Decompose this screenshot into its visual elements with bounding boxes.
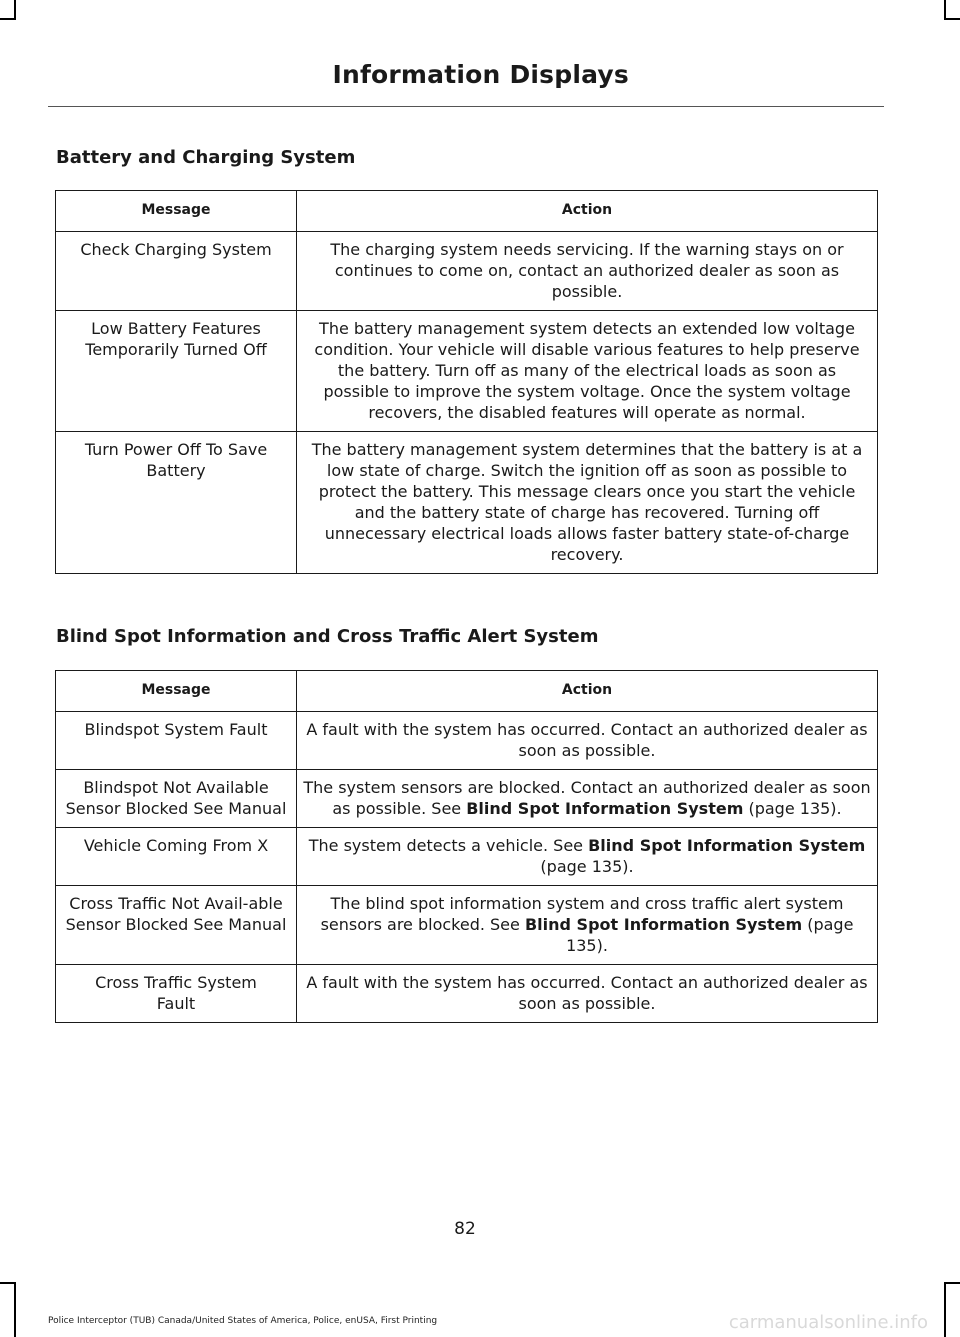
page-reference: (page 135). — [566, 915, 854, 955]
page-header-title: Information Displays — [332, 60, 629, 89]
battery-section-title: Battery and Charging System — [56, 147, 356, 168]
page-number: 82 — [454, 1219, 476, 1239]
message-cell: Turn Power Off To Save Battery — [56, 432, 297, 574]
message-cell: Cross Traffic Not Avail-able Sensor Blocked See Manual — [56, 886, 297, 965]
crop-mark — [944, 0, 946, 20]
cross-reference-link[interactable]: Blind Spot Information System — [466, 799, 744, 818]
table-header-row — [56, 671, 878, 712]
crop-mark — [0, 18, 16, 20]
action-cell — [297, 770, 878, 828]
cross-reference-link[interactable]: Blind Spot Information System — [588, 836, 866, 855]
action-cell — [297, 828, 878, 886]
column-header-message: Message — [56, 191, 297, 232]
crop-mark — [0, 1282, 16, 1284]
action-cell — [297, 886, 878, 965]
message-cell: Blindspot System Fault — [56, 712, 297, 770]
crop-mark — [944, 18, 960, 20]
cross-reference-link[interactable]: Blind Spot Information System — [524, 915, 803, 934]
column-header-action: Action — [297, 191, 878, 232]
action-cell: A fault with the system has occurred. Contact an authorized dealer as soon as possible. — [297, 712, 878, 770]
action-cell: The battery management system determines that the battery is at a low state of charge. Switch the ignition off as soon as possible to protect the battery. This message clears once you start the vehicle and the battery state of charge has recovered. Turning off unnecessary electrical loads allows faster battery state-of-charge recovery. — [297, 432, 878, 574]
page-reference: (page 135). — [540, 857, 634, 876]
table-row — [56, 311, 878, 432]
action-cell: The battery management system detects an extended low voltage condition. Your vehicle will disable various features to help preserve the battery. Turn off as many of the electrical loads as soon as possible to improve the system voltage. Once the system voltage recovers, the disabled features will operate as normal. — [297, 311, 878, 432]
blindspot-section-title: Blind Spot Information and Cross Traffic Alert System — [56, 626, 599, 647]
crop-mark — [944, 1282, 946, 1337]
message-cell: Blindspot Not Available Sensor Blocked See Manual — [56, 770, 297, 828]
battery-table — [55, 190, 878, 574]
table-row — [56, 886, 878, 965]
page-reference: (page 135). — [748, 799, 842, 818]
table-row — [56, 828, 878, 886]
message-cell: Low Battery Features Temporarily Turned Off — [56, 311, 297, 432]
action-text: The system detects a vehicle. See — [308, 836, 584, 855]
table-header-row — [56, 191, 878, 232]
table-row — [56, 232, 878, 311]
watermark: carmanualsonline.info — [728, 1312, 928, 1333]
table-row — [56, 432, 878, 574]
column-header-message: Message — [56, 671, 297, 712]
action-cell: A fault with the system has occurred. Contact an authorized dealer as soon as possible. — [297, 965, 878, 1023]
table-row — [56, 712, 878, 770]
action-text: The system sensors are blocked. Contact an authorized dealer as soon as possible. See — [303, 778, 871, 818]
action-text: The blind spot information system and cross traffic alert system sensors are blocked. See — [320, 894, 844, 934]
table-row — [56, 770, 878, 828]
footer-text: Police Interceptor (TUB) Canada/United States of America, Police, enUSA, First Printing — [48, 1316, 438, 1326]
action-cell: The charging system needs servicing. If the warning stays on or continues to come on, contact an authorized dealer as soon as possible. — [297, 232, 878, 311]
crop-mark — [14, 0, 16, 20]
message-cell: Cross Traffic System Fault — [56, 965, 297, 1023]
blindspot-table — [55, 670, 878, 1023]
table-row — [56, 965, 878, 1023]
crop-mark — [944, 1282, 960, 1284]
header-divider — [48, 106, 884, 107]
message-cell: Vehicle Coming From X — [56, 828, 297, 886]
column-header-action: Action — [297, 671, 878, 712]
message-cell: Check Charging System — [56, 232, 297, 311]
crop-mark — [14, 1282, 16, 1337]
